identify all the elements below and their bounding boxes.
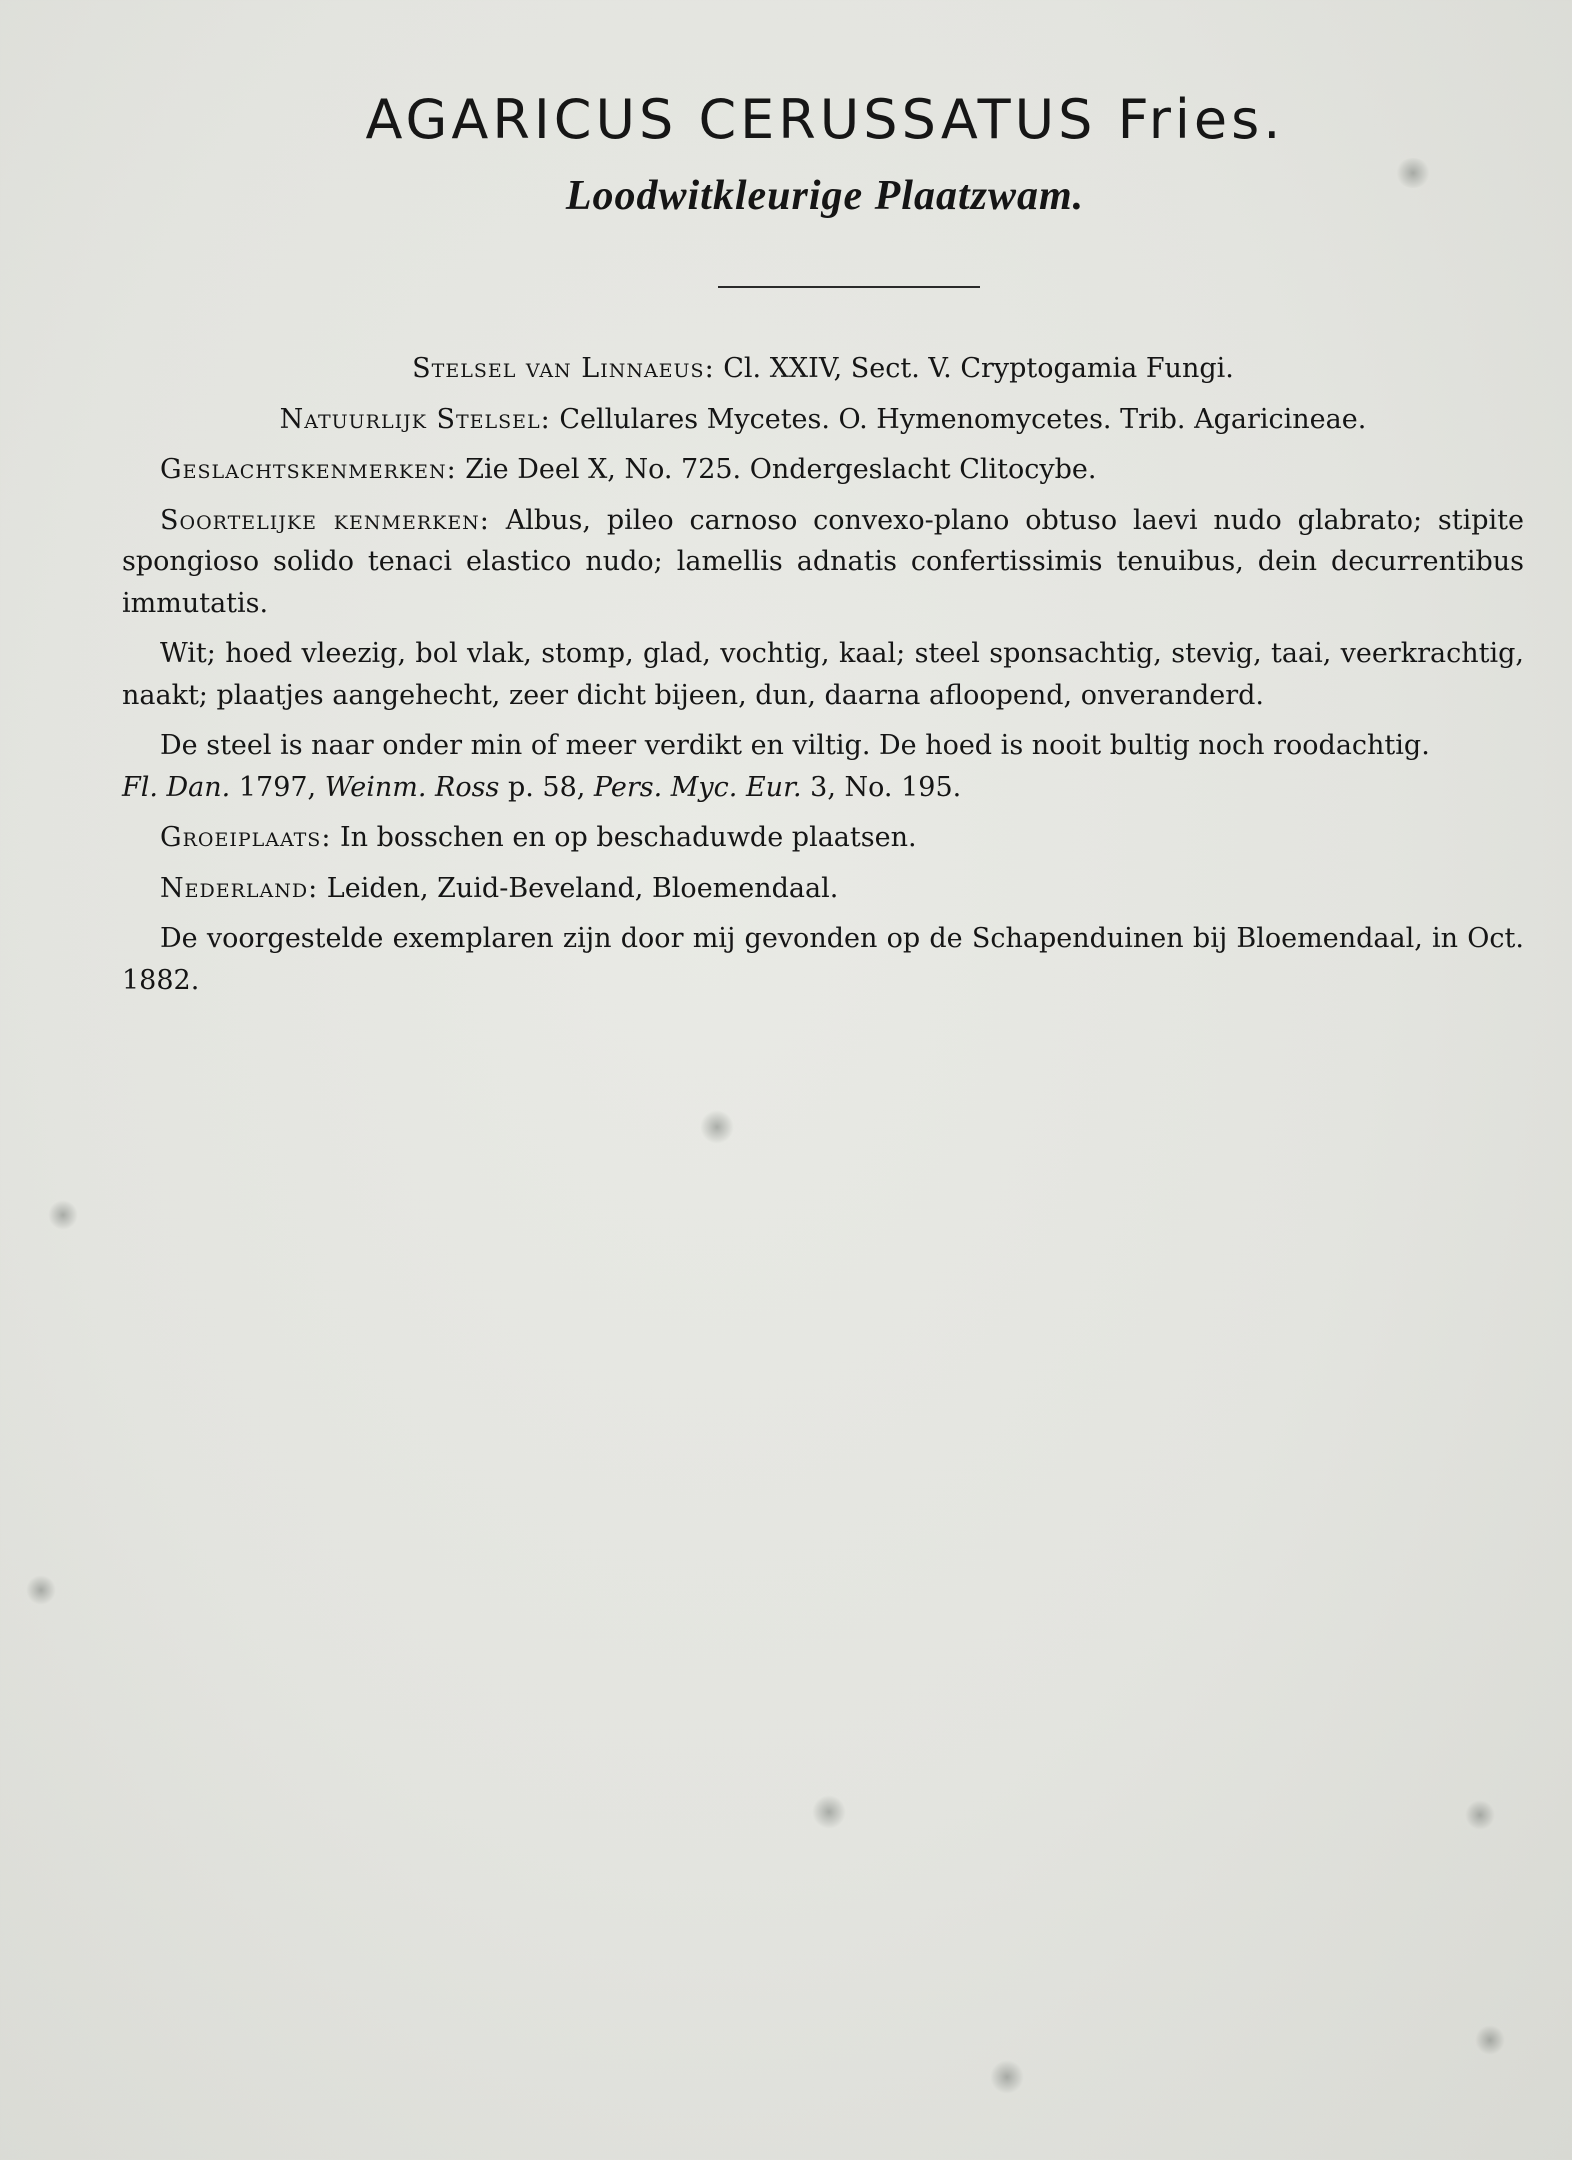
reference-fl-dan: Fl. Dan. — [122, 771, 231, 803]
natuurlijk-stelsel-label: Natuurlijk Stelsel: — [279, 403, 551, 435]
soortelijke-kenmerken-text: Albus, pileo carnoso convexo-plano obtuso laevi nudo glabrato; stipite spongioso solido tenaci elastico nudo; lamellis adnatis confertissimis tenuibus, dein decurrentibus immutatis. — [122, 504, 1524, 619]
groeiplaats-paragraph — [122, 817, 1524, 859]
nederland-text: Leiden, Zuid-Beveland, Bloemendaal. — [318, 872, 839, 904]
nederland-label: Nederland: — [160, 872, 319, 904]
dutch-description-paragraph: Wit; hoed vleezig, bol vlak, stomp, glad, vochtig, kaal; steel sponsachtig, stevig, taai, veerkrachtig, naakt; plaatjes aangehecht, zeer dicht bijeen, dun, daarna afloopend, onveranderd. — [122, 638, 1524, 711]
natuurlijk-stelsel-paragraph — [122, 399, 1524, 441]
steel-note-paragraph — [122, 725, 1524, 808]
reference-weinm-page: p. 58, — [499, 771, 594, 803]
reference-pers-number: 3, No. 195. — [801, 771, 962, 803]
soortelijke-kenmerken-paragraph — [122, 500, 1524, 625]
groeiplaats-text: In bosschen en op beschaduwde plaatsen. — [331, 822, 917, 853]
paper-spot — [1465, 1800, 1495, 1830]
geslachtskenmerken-label: Geslachtskenmerken: — [160, 454, 457, 485]
soortelijke-kenmerken-label: Soortelijke kenmerken: — [160, 504, 490, 536]
paper-spot — [48, 1200, 78, 1230]
paper-spot — [26, 1575, 56, 1605]
title-divider — [718, 286, 980, 288]
reference-pers: Pers. Myc. Eur. — [593, 771, 802, 803]
page-title: AGARICUS CERUSSATUS Fries. — [365, 88, 1285, 151]
paper-spot — [990, 2060, 1024, 2094]
paper-spot — [700, 1110, 734, 1144]
stelsel-linnaeus-text: Cl. XXIV, Sect. V. Cryptogamia Fungi. — [714, 353, 1234, 384]
geslachtskenmerken-text: Zie Deel X, No. 725. Ondergeslacht Clitocybe. — [456, 454, 1097, 485]
steel-note-text: De steel is naar onder min of meer verdikt en viltig. De hoed is nooit bultig noch roodachtig. — [160, 730, 1430, 761]
groeiplaats-label: Groeiplaats: — [160, 822, 332, 853]
document-body — [122, 348, 1524, 1010]
final-note-paragraph: De voorgestelde exemplaren zijn door mij gevonden op de Schapenduinen bij Bloemendaal, in Oct. 1882. — [122, 923, 1524, 996]
geslachtskenmerken-paragraph — [122, 449, 1524, 491]
page-subtitle: Loodwitkleurige Plaatzwam. — [565, 173, 1085, 219]
paper-spot — [812, 1795, 846, 1829]
stelsel-linnaeus-paragraph — [122, 348, 1524, 390]
reference-fl-dan-number: 1797, — [230, 771, 325, 803]
natuurlijk-stelsel-text: Cellulares Mycetes. O. Hymenomycetes. Trib. Agaricineae. — [550, 403, 1367, 435]
reference-weinm-ross: Weinm. Ross — [324, 771, 500, 803]
nederland-paragraph — [122, 868, 1524, 910]
stelsel-linnaeus-label: Stelsel van Linnaeus: — [412, 353, 715, 384]
paper-spot — [1475, 2025, 1505, 2055]
paper-spot — [1395, 158, 1431, 188]
